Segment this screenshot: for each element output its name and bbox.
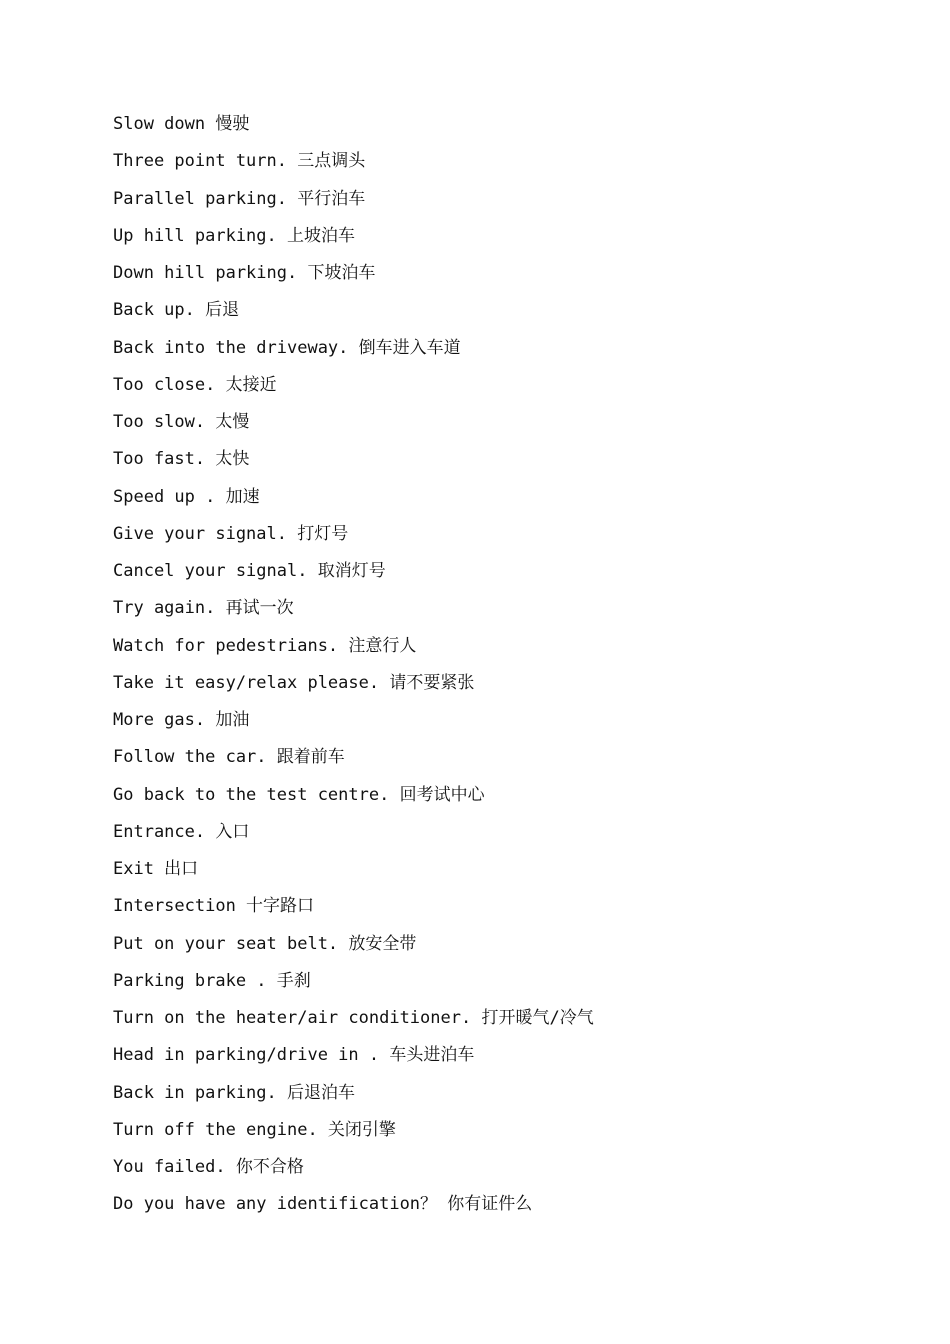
phrase-line: Back in parking. 后退泊车 [113,1082,355,1103]
phrase-line: Back up. 后退 [113,300,240,321]
phrase-line: Do you have any identification？ 你有证件么 [113,1194,533,1215]
phrase-line: Parking brake . 手刹 [113,970,311,991]
phrase-list [113,106,594,1224]
phrase-line: Head in parking/drive in . 车头进泊车 [113,1045,475,1066]
phrase-line: Up hill parking. 上坡泊车 [113,225,355,246]
phrase-line: Follow the car. 跟着前车 [113,747,345,768]
phrase-line: Go back to the test centre. 回考试中心 [113,784,485,805]
phrase-line: Speed up . 加速 [113,486,260,507]
phrase-line: Give your signal. 打灯号 [113,523,349,544]
phrase-line: Exit 出口 [113,859,199,879]
phrase-line: Intersection 十字路口 [113,896,315,917]
phrase-line: Take it easy/relax please. 请不要紧张 [113,672,475,693]
phrase-line: Turn off the engine. 关闭引擎 [113,1119,396,1140]
phrase-line: Back into the driveway. 倒车进入车道 [113,337,461,358]
phrase-line: Three point turn. 三点调头 [113,151,366,172]
phrase-line: Try again. 再试一次 [113,598,294,619]
phrase-line: Parallel parking. 平行泊车 [113,188,366,209]
phrase-line: Put on your seat belt. 放安全带 [113,933,417,954]
phrase-line: Turn on the heater/air conditioner. 打开暖气/冷气 [113,1008,594,1028]
phrase-line: Too fast. 太快 [113,449,250,470]
phrase-line: Cancel your signal. 取消灯号 [113,561,386,581]
phrase-line: Too close. 太接近 [113,374,277,395]
phrase-line: Slow down 慢驶 [113,114,250,134]
phrase-line: Entrance. 入口 [113,821,250,842]
phrase-line: You failed. 你不合格 [113,1157,304,1177]
phrase-line: Too slow. 太慢 [113,412,250,432]
phrase-line: More gas. 加油 [113,710,250,730]
phrase-line: Down hill parking. 下坡泊车 [113,263,376,283]
phrase-line: Watch for pedestrians. 注意行人 [113,635,417,656]
